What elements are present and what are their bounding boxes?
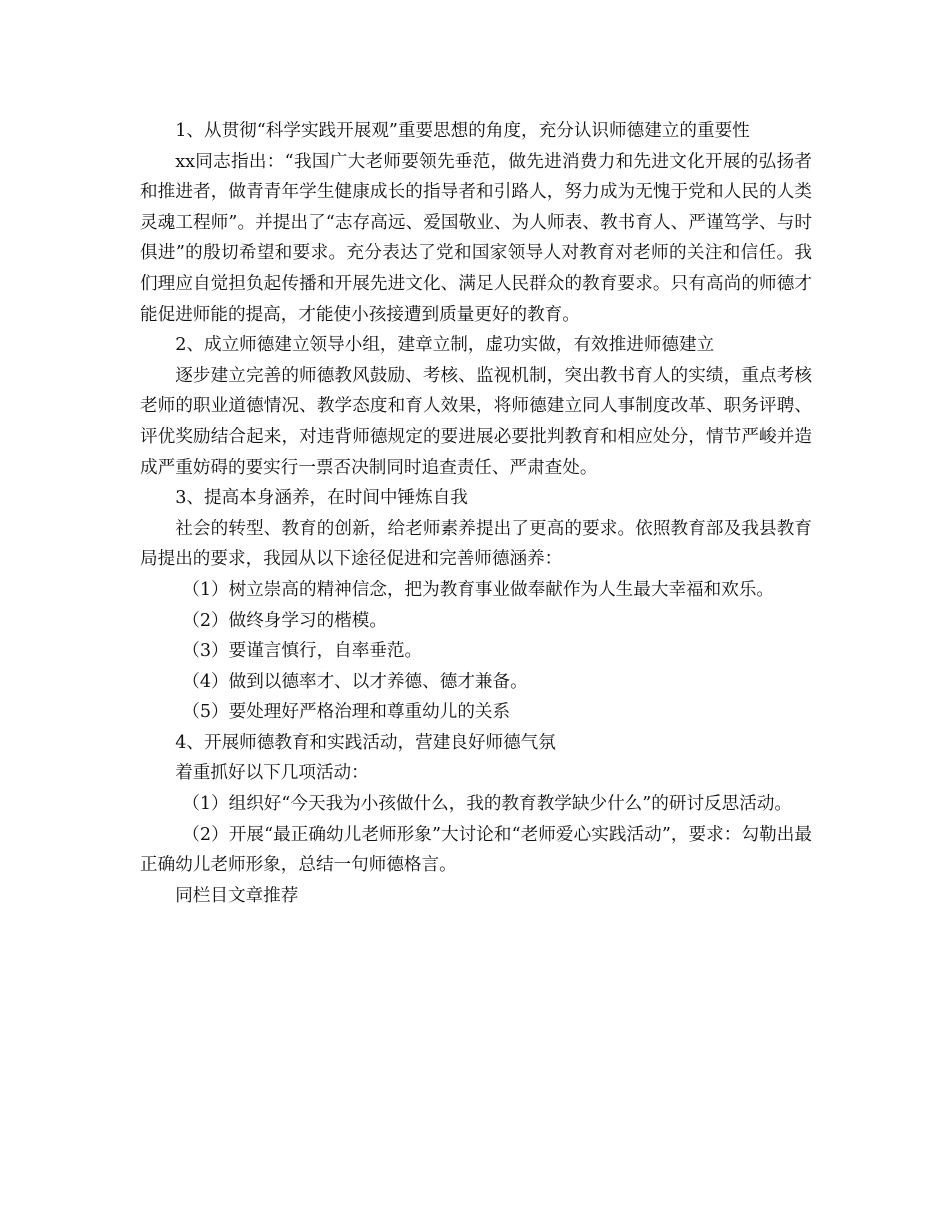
body-paragraph: 社会的转型、教育的创新，给老师素养提出了更高的要求。依照教育部及我县教育局提出的要求，我园从以下途径促进和完善师德涵养： — [140, 518, 812, 570]
list-item: （4）做到以德率才、以才养德、德才兼备。 — [182, 671, 528, 692]
list-item: （3）要谨言慎行，自率垂范。 — [182, 641, 423, 662]
related-articles-label: 同栏目文章推荐 — [175, 885, 299, 906]
section-heading-2: 2、成立师德建立领导小组，建章立制，虚功实做，有效推进师德建立 — [175, 335, 715, 356]
section-heading-4: 4、开展师德教育和实践活动，营建良好师德气氛 — [175, 732, 556, 753]
list-item: （2）开展“最正确幼儿老师形象”大讨论和“老师爱心实践活动”，要求：勾勒出最正确幼儿老师形象，总结一句师德格言。 — [140, 824, 812, 876]
document-body — [140, 116, 812, 911]
list-item: （5）要处理好严格治理和尊重幼儿的关系 — [182, 702, 511, 723]
list-item: （2）做终身学习的楷模。 — [182, 610, 387, 631]
body-paragraph: xx同志指出：“我国广大老师要领先垂范，做先进消费力和先进文化开展的弘扬者和推进者，做青青年学生健康成长的指导者和引路人，努力成为无愧于党和人民的人类灵魂工程师”。并提出了“志存高远、爱国敬业、为人师表、教书育人、严谨笃学、与时俱进”的殷切希望和要求。充分表达了党和国家领导人对教育对老师的关注和信任。我们理应自觉担负起传播和开展先进文化、满足人民群众的教育要求。只有高尚的师德才能促进师能的提高，才能使小孩接遭到质量更好的教育。 — [140, 151, 812, 325]
list-item: （1）树立崇高的精神信念，把为教育事业做奉献作为人生最大幸福和欢乐。 — [182, 579, 775, 600]
body-paragraph: 着重抓好以下几项活动： — [175, 763, 369, 784]
section-heading-3: 3、提高本身涵养，在时间中锤炼自我 — [175, 488, 468, 509]
body-paragraph: 逐步建立完善的师德教风鼓励、考核、监视机制，突出教书育人的实绩，重点考核老师的职业道德情况、教学态度和育人效果，将师德建立同人事制度改革、职务评聘、评优奖励结合起来，对违背师德规定的要进展必要批判教育和相应处分，情节严峻并造成严重妨碍的要实行一票否决制同时追查责任、严肃查处。 — [140, 365, 812, 478]
section-heading-1: 1、从贯彻“科学实践开展观”重要思想的角度，充分认识师德建立的重要性 — [175, 121, 750, 141]
list-item: （1）组织好“今天我为小孩做什么，我的教育教学缺少什么”的研讨反思活动。 — [182, 794, 793, 815]
